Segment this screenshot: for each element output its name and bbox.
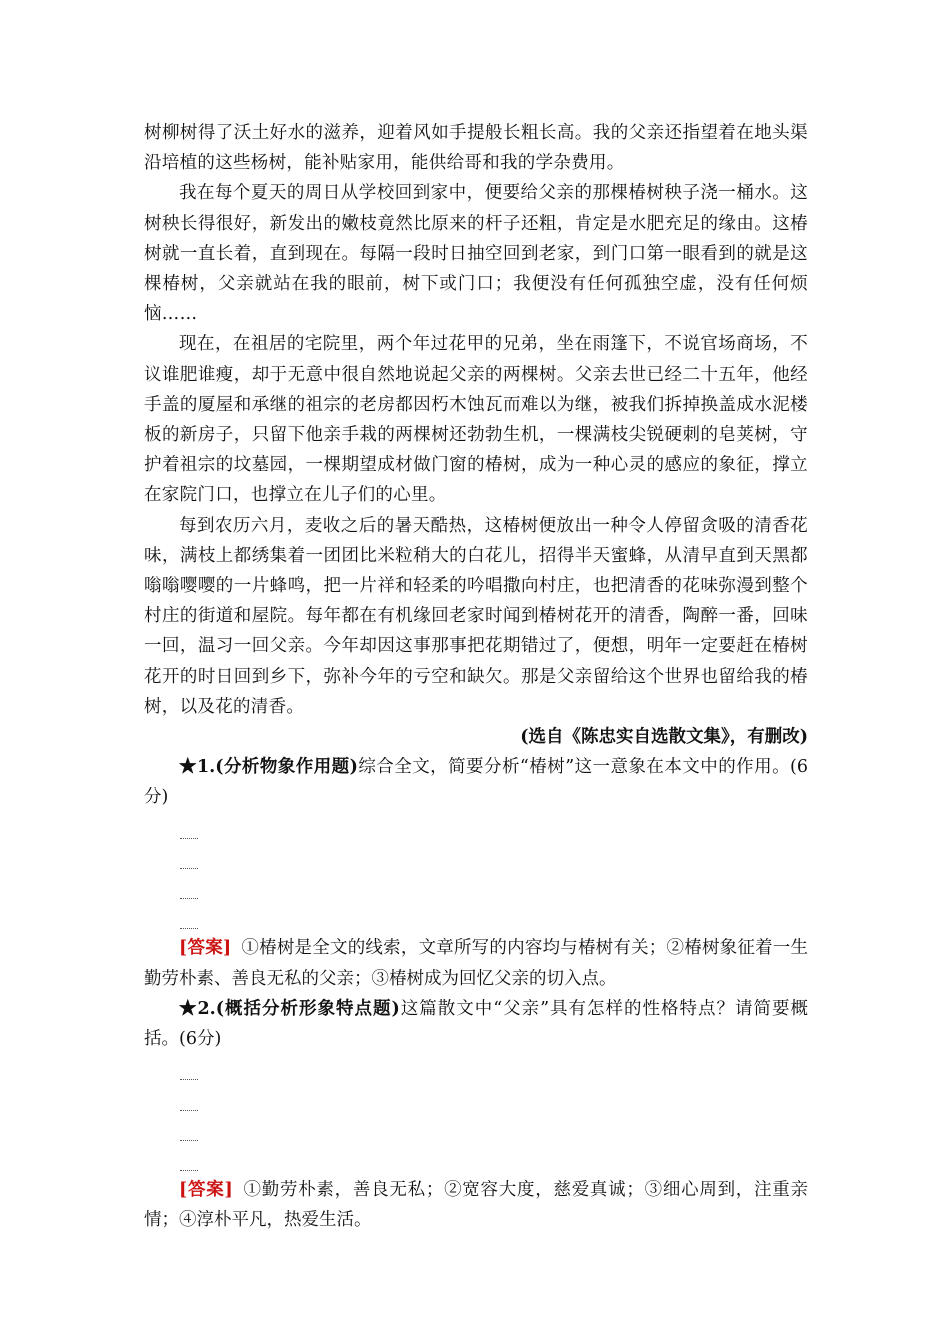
article-paragraph: 树柳树得了沃土好水的滋养，迎着风如手提般长粗长高。我的父亲还指望着在地头渠沿培植的这些杨树，能补贴家用，能供给哥和我的学杂费用。 xyxy=(144,123,808,174)
article-paragraph: 我在每个夏天的周日从学校回到家中，便要给父亲的那棵椿树秧子浇一桶水。这树秧长得很好，新发出的嫩枝竟然比原来的杆子还粗，肯定是水肥充足的缘由。这椿树就一直长着，直到现在。每隔一段时日抽空回到老家，到门口第一眼看到的就是这棵椿树，父亲就站在我的眼前，树下或门口；我便没有任何孤独空虚，没有任何烦恼…… xyxy=(144,183,808,325)
question-head: ★1.(分析物象作用题) xyxy=(179,757,358,778)
question-body: 综合全文，简要分析“椿树”这一意象在本文中的作用。(6分) xyxy=(144,757,808,808)
blank-line xyxy=(180,843,808,873)
answer-tag: [答案] xyxy=(179,1179,233,1200)
blank-line xyxy=(180,813,808,843)
question-text xyxy=(144,752,808,812)
answer-blank-area xyxy=(180,1054,808,1175)
article-paragraph: 现在，在祖居的宅院里，两个年过花甲的兄弟，坐在雨篷下，不说官场商场，不议谁肥谁瘦，却于无意中很自然地说起父亲的两棵树。父亲去世已经二十五年，他经手盖的厦屋和承继的祖宗的老房都因朽木蚀瓦而难以为继，被我们拆掉换盖成水泥楼板的新房子，只留下他亲手栽的两棵树还勃勃生机，一棵满枝尖锐硬刺的皂荚树，守护着祖宗的坟墓园，一棵期望成材做门窗的椿树，成为一种心灵的感应的象征，撑立在家院门口，也撑立在儿子们的心里。 xyxy=(144,334,808,506)
answer-text xyxy=(144,933,808,993)
blank-line xyxy=(180,1054,808,1084)
blank-line xyxy=(180,903,808,933)
question-block xyxy=(144,752,808,994)
answer-blank-area xyxy=(180,813,808,934)
blank-line xyxy=(180,1084,808,1114)
question-head: ★2.(概括分析形象特点题) xyxy=(179,998,400,1019)
answer-tag: [答案] xyxy=(179,938,232,959)
answer-body: ①勤劳朴素，善良无私；②宽容大度，慈爱真诚；③细心周到，注重亲情；④淳朴平凡，热爱生活。 xyxy=(144,1179,809,1231)
article-source: (选自《陈忠实自选散文集》，有删改) xyxy=(520,727,808,748)
blank-line xyxy=(180,1145,808,1175)
document-page xyxy=(144,118,808,1235)
article-paragraph: 每到农历六月，麦收之后的暑天酷热，这椿树便放出一种令人停留贪吸的清香花味，满枝上都绣集着一团团比米粒稍大的白花儿，招得半天蜜蜂，从清早直到天黑都嗡嗡嘤嘤的一片蜂鸣，把一片祥和轻柔的吟唱撒向村庄，也把清香的花味弥漫到整个村庄的街道和屋院。每年都在有机缘回老家时闻到椿树花开的清香，陶醉一番，回味一回，温习一回父亲。今年却因这事那事把花期错过了，便想，明年一定要赶在椿树花开的时日回到乡下，弥补今年的亏空和缺欠。那是父亲留给这个世界也留给我的椿树，以及花的清香。 xyxy=(144,515,808,717)
question-text xyxy=(144,994,808,1054)
answer-body: ①椿树是全文的线索，文章所写的内容均与椿树有关；②椿树象征着一生勤劳朴素、善良无私的父亲；③椿树成为回忆父亲的切入点。 xyxy=(144,938,809,989)
blank-line xyxy=(180,1115,808,1145)
answer-text xyxy=(144,1175,808,1235)
question-block xyxy=(144,994,808,1236)
question-body: 这篇散文中“父亲”具有怎样的性格特点？请简要概括。(6分) xyxy=(144,998,808,1050)
blank-line xyxy=(180,873,808,903)
